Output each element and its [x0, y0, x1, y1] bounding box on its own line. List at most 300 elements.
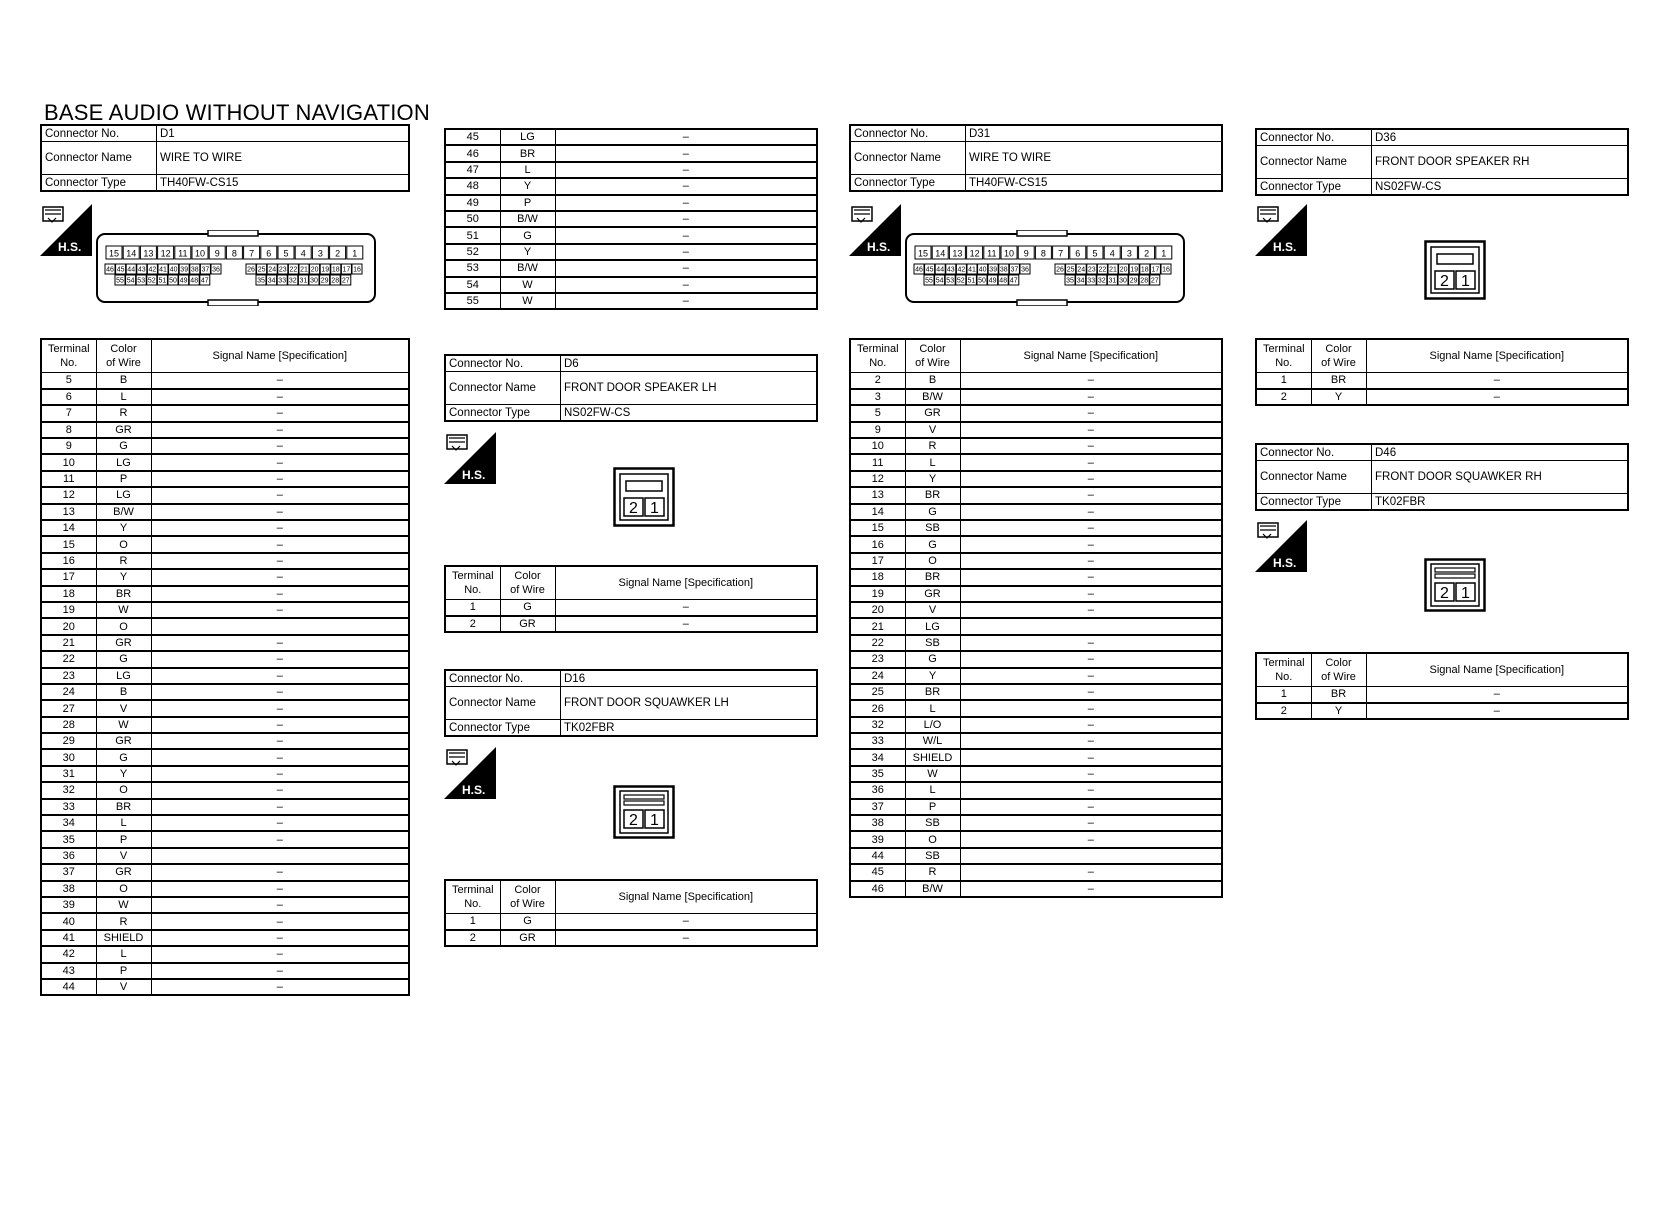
signal-name-cell: – — [151, 520, 409, 536]
wire-color-cell: R — [905, 864, 960, 880]
wire-color-cell: O — [96, 881, 151, 897]
terminal-no-cell: 44 — [41, 979, 96, 995]
connector-info-d16 — [444, 669, 818, 737]
cavity-label: 1 — [1461, 273, 1470, 290]
table-row — [850, 553, 1222, 569]
pin-number: 26 — [1056, 266, 1064, 274]
signal-name-header: Signal Name [Specification] — [1366, 339, 1628, 373]
connector-no-label: Connector No. — [41, 125, 157, 142]
terminal-no-cell: 13 — [41, 504, 96, 520]
terminal-no-cell: 30 — [41, 749, 96, 765]
connector-type-value: TK02FBR — [1372, 494, 1629, 511]
signal-name-cell: – — [151, 536, 409, 552]
table-row — [850, 700, 1222, 716]
signal-name-cell: – — [960, 831, 1222, 847]
wire-color-cell: LG — [96, 668, 151, 684]
wire-color-cell: BR — [96, 799, 151, 815]
pin-number: 13 — [952, 248, 963, 259]
table-row — [41, 373, 409, 389]
signal-name-cell: – — [151, 799, 409, 815]
table-row — [41, 454, 409, 470]
wire-color-cell: BR — [1311, 687, 1366, 703]
table-row — [445, 930, 817, 946]
terminal-no-cell: 24 — [850, 668, 905, 684]
signal-name-cell — [151, 618, 409, 634]
terminal-no-cell: 31 — [41, 766, 96, 782]
connector-type-label: Connector Type — [445, 720, 561, 737]
wire-color-header: Color of Wire — [500, 880, 555, 914]
signal-name-cell: – — [151, 864, 409, 880]
table-row — [850, 438, 1222, 454]
wire-color-cell: P — [905, 799, 960, 815]
pin-number: 43 — [946, 266, 955, 274]
pin-number: 13 — [143, 248, 154, 259]
terminal-no-cell: 32 — [41, 782, 96, 798]
table-row — [41, 815, 409, 831]
table-row — [850, 422, 1222, 438]
terminal-no-cell: 10 — [41, 454, 96, 470]
pin-number: 18 — [1140, 266, 1149, 274]
table-row — [1256, 703, 1628, 719]
connector-no-label: Connector No. — [1256, 444, 1372, 461]
pin-number: 4 — [1109, 248, 1115, 259]
signal-name-cell: – — [960, 602, 1222, 618]
table-row — [41, 569, 409, 585]
wire-color-cell: R — [96, 405, 151, 421]
harness-side-icon — [444, 747, 496, 799]
signal-name-cell: – — [1366, 389, 1628, 405]
signal-name-cell: – — [151, 782, 409, 798]
connector-name-value: FRONT DOOR SQUAWKER LH — [561, 687, 818, 720]
wire-color-cell: LG — [500, 129, 555, 145]
pin-number: 30 — [1119, 277, 1127, 285]
terminal-no-cell: 43 — [41, 963, 96, 979]
table-row — [41, 749, 409, 765]
wire-color-cell: SB — [905, 848, 960, 864]
wire-color-cell: W — [96, 897, 151, 913]
cavity-label: 1 — [1461, 585, 1470, 602]
connector-name-label: Connector Name — [1256, 461, 1372, 494]
terminal-no-cell: 5 — [850, 405, 905, 421]
pin-number: 3 — [1126, 248, 1132, 259]
pin-number: 50 — [169, 277, 177, 285]
connector-name-label: Connector Name — [445, 687, 561, 720]
wire-color-cell: B/W — [500, 260, 555, 276]
signal-name-cell: – — [960, 881, 1222, 897]
wire-color-cell: B — [96, 373, 151, 389]
pin-number: 33 — [278, 277, 287, 285]
signal-name-cell: – — [151, 766, 409, 782]
wire-color-cell: O — [905, 553, 960, 569]
terminal-no-cell: 21 — [850, 618, 905, 634]
table-row — [41, 930, 409, 946]
pin-number: 2 — [1144, 248, 1150, 259]
terminal-no-cell: 9 — [850, 422, 905, 438]
pin-number: 9 — [1023, 248, 1029, 259]
pin-number: 27 — [1150, 277, 1159, 285]
wire-color-cell: B/W — [96, 504, 151, 520]
table-row — [41, 651, 409, 667]
wire-color-cell: B/W — [905, 881, 960, 897]
table-row — [850, 635, 1222, 651]
table-row — [41, 536, 409, 552]
wire-color-cell: R — [96, 553, 151, 569]
terminal-no-cell: 36 — [850, 782, 905, 798]
pin-number: 45 — [116, 266, 125, 274]
table-row — [850, 766, 1222, 782]
signal-name-cell: – — [151, 651, 409, 667]
wire-color-cell: GR — [96, 864, 151, 880]
connector-face-d46 — [1424, 558, 1486, 612]
table-row — [850, 618, 1222, 634]
wire-color-cell: LG — [905, 618, 960, 634]
wire-color-cell: BR — [905, 569, 960, 585]
wire-color-cell: O — [96, 782, 151, 798]
table-row — [41, 963, 409, 979]
wire-color-cell: V — [905, 602, 960, 618]
signal-name-cell: – — [960, 454, 1222, 470]
signal-name-cell: – — [960, 799, 1222, 815]
pin-number: 22 — [289, 266, 298, 274]
wire-color-cell: B — [905, 373, 960, 389]
pin-number: 55 — [116, 277, 124, 285]
pin-number: 23 — [278, 266, 287, 274]
wire-color-cell: R — [905, 438, 960, 454]
pin-number: 25 — [257, 266, 266, 274]
terminal-no-header: Terminal No. — [445, 880, 500, 914]
connector-face-d6 — [613, 467, 675, 527]
wire-color-cell: Y — [500, 178, 555, 194]
table-row — [41, 766, 409, 782]
signal-name-cell: – — [151, 569, 409, 585]
table-row — [41, 913, 409, 929]
pin-number: 34 — [267, 277, 276, 285]
table-row — [850, 454, 1222, 470]
pin-number: 32 — [288, 277, 297, 285]
terminal-no-cell: 13 — [850, 487, 905, 503]
pin-number: 7 — [1058, 248, 1064, 259]
terminal-no-cell: 24 — [41, 684, 96, 700]
harness-side-icon — [444, 432, 496, 484]
pin-number: 42 — [957, 266, 966, 274]
connector-name-label: Connector Name — [445, 372, 561, 405]
terminal-no-cell: 33 — [850, 733, 905, 749]
signal-name-cell: – — [960, 766, 1222, 782]
terminal-no-cell: 39 — [850, 831, 905, 847]
wire-color-cell: W — [96, 717, 151, 733]
signal-name-cell: – — [960, 635, 1222, 651]
connector-name-label: Connector Name — [850, 142, 966, 175]
pin-number: 47 — [1009, 277, 1018, 285]
signal-name-cell: – — [960, 651, 1222, 667]
table-row — [850, 651, 1222, 667]
cavity-label: 2 — [1440, 585, 1449, 602]
table-row — [445, 600, 817, 616]
table-row — [41, 700, 409, 716]
pin-number: 17 — [1151, 266, 1160, 274]
table-row — [850, 684, 1222, 700]
connector-name-value: FRONT DOOR SQUAWKER RH — [1372, 461, 1629, 494]
signal-name-cell: – — [960, 668, 1222, 684]
table-row — [41, 504, 409, 520]
signal-name-cell: – — [960, 717, 1222, 733]
signal-name-cell: – — [555, 145, 817, 161]
connector-info-d31 — [849, 124, 1223, 192]
signal-name-cell: – — [555, 211, 817, 227]
terminal-no-cell: 12 — [41, 487, 96, 503]
table-row — [850, 405, 1222, 421]
pin-number: 6 — [1075, 248, 1081, 259]
signal-name-cell: – — [960, 815, 1222, 831]
wire-color-cell: V — [96, 700, 151, 716]
terminal-no-cell: 35 — [41, 831, 96, 847]
signal-name-cell: – — [555, 616, 817, 632]
signal-name-cell: – — [960, 733, 1222, 749]
terminal-no-header: Terminal No. — [41, 339, 96, 373]
terminal-table-d1-part2 — [444, 128, 818, 310]
connector-no-value: D1 — [157, 125, 410, 142]
wire-color-cell: O — [905, 831, 960, 847]
terminal-table-d46 — [1255, 652, 1629, 720]
pin-number: 50 — [978, 277, 986, 285]
table-row — [41, 979, 409, 995]
table-row — [445, 277, 817, 293]
signal-name-cell: – — [151, 635, 409, 651]
terminal-no-cell: 15 — [41, 536, 96, 552]
signal-name-cell: – — [960, 471, 1222, 487]
pin-number: 49 — [179, 277, 188, 285]
pin-number: 36 — [212, 266, 220, 274]
wire-color-cell: Y — [905, 668, 960, 684]
terminal-no-cell: 23 — [41, 668, 96, 684]
signal-name-cell: – — [555, 600, 817, 616]
terminal-no-cell: 22 — [41, 651, 96, 667]
terminal-no-cell: 45 — [445, 129, 500, 145]
wire-color-cell: L — [905, 700, 960, 716]
table-row — [445, 145, 817, 161]
terminal-no-cell: 22 — [850, 635, 905, 651]
wire-color-cell: Y — [905, 471, 960, 487]
pin-number: 51 — [967, 277, 976, 285]
signal-name-cell: – — [151, 881, 409, 897]
signal-name-cell: – — [555, 162, 817, 178]
signal-name-cell: – — [960, 389, 1222, 405]
table-row — [445, 293, 817, 309]
table-row — [850, 586, 1222, 602]
connector-name-value: FRONT DOOR SPEAKER RH — [1372, 146, 1629, 179]
hs-label: H.S. — [1273, 240, 1297, 254]
pin-number: 46 — [106, 266, 114, 274]
signal-name-cell: – — [151, 733, 409, 749]
wire-color-cell: B — [96, 684, 151, 700]
signal-name-cell: – — [555, 244, 817, 260]
pin-number: 21 — [300, 266, 308, 274]
signal-name-cell: – — [960, 569, 1222, 585]
terminal-no-cell: 47 — [445, 162, 500, 178]
table-row — [850, 815, 1222, 831]
terminal-no-cell: 34 — [41, 815, 96, 831]
terminal-no-header: Terminal No. — [850, 339, 905, 373]
table-row — [41, 881, 409, 897]
terminal-no-cell: 1 — [1256, 687, 1311, 703]
terminal-no-cell: 46 — [850, 881, 905, 897]
connector-type-value: TH40FW-CS15 — [157, 175, 410, 192]
wire-color-cell: V — [96, 848, 151, 864]
terminal-no-cell: 37 — [850, 799, 905, 815]
signal-name-cell: – — [151, 389, 409, 405]
terminal-no-cell: 2 — [445, 930, 500, 946]
terminal-no-cell: 17 — [41, 569, 96, 585]
signal-name-cell: – — [960, 536, 1222, 552]
signal-name-cell: – — [1366, 373, 1628, 389]
signal-name-cell: – — [151, 897, 409, 913]
table-row — [445, 211, 817, 227]
pin-number: 29 — [320, 277, 329, 285]
wire-color-cell: GR — [96, 733, 151, 749]
wire-color-cell: LG — [96, 487, 151, 503]
terminal-no-cell: 23 — [850, 651, 905, 667]
wire-color-cell: L — [96, 946, 151, 962]
terminal-no-cell: 18 — [41, 586, 96, 602]
pin-number: 14 — [126, 248, 137, 259]
cavity-label: 2 — [629, 812, 638, 829]
cavity-label: 1 — [650, 500, 659, 517]
wire-color-cell: V — [96, 979, 151, 995]
pin-number: 15 — [108, 248, 120, 259]
table-row — [41, 897, 409, 913]
pin-number: 19 — [1130, 266, 1139, 274]
terminal-no-cell: 19 — [41, 602, 96, 618]
signal-name-cell: – — [151, 979, 409, 995]
connector-name-value: WIRE TO WIRE — [966, 142, 1223, 175]
terminal-no-cell: 55 — [445, 293, 500, 309]
page-title: BASE AUDIO WITHOUT NAVIGATION — [44, 100, 430, 125]
signal-name-cell: – — [151, 700, 409, 716]
pin-number: 38 — [190, 266, 199, 274]
pin-number: 23 — [1087, 266, 1096, 274]
wire-color-cell: P — [500, 195, 555, 211]
signal-name-header: Signal Name [Specification] — [555, 880, 817, 914]
table-row — [41, 438, 409, 454]
table-row — [445, 195, 817, 211]
wire-color-cell: BR — [500, 145, 555, 161]
pin-number: 31 — [299, 277, 308, 285]
hs-label: H.S. — [462, 468, 486, 482]
terminal-no-cell: 42 — [41, 946, 96, 962]
table-row — [850, 602, 1222, 618]
terminal-no-cell: 8 — [41, 422, 96, 438]
signal-name-cell: – — [960, 520, 1222, 536]
signal-name-cell: – — [555, 260, 817, 276]
pin-number: 12 — [160, 248, 171, 259]
terminal-no-cell: 17 — [850, 553, 905, 569]
terminal-no-cell: 27 — [41, 700, 96, 716]
terminal-table-d1-part1 — [40, 338, 410, 996]
pin-number: 28 — [1140, 277, 1149, 285]
signal-name-cell: – — [151, 930, 409, 946]
terminal-no-cell: 40 — [41, 913, 96, 929]
connector-type-label: Connector Type — [1256, 494, 1372, 511]
signal-name-cell: – — [151, 717, 409, 733]
pin-number: 53 — [137, 277, 146, 285]
wire-color-cell: SB — [905, 815, 960, 831]
table-row — [445, 162, 817, 178]
table-row — [41, 684, 409, 700]
pin-number: 22 — [1098, 266, 1107, 274]
terminal-no-cell: 14 — [850, 504, 905, 520]
pin-number: 10 — [194, 248, 206, 259]
cavity-label: 1 — [650, 812, 659, 829]
table-row — [850, 504, 1222, 520]
pin-number: 46 — [915, 266, 923, 274]
terminal-no-cell: 25 — [850, 684, 905, 700]
signal-name-header: Signal Name [Specification] — [1366, 653, 1628, 687]
connector-name-value: FRONT DOOR SPEAKER LH — [561, 372, 818, 405]
terminal-no-cell: 11 — [41, 471, 96, 487]
terminal-no-cell: 32 — [850, 717, 905, 733]
pin-number: 37 — [1010, 266, 1019, 274]
table-row — [850, 668, 1222, 684]
terminal-table-d36 — [1255, 338, 1629, 406]
wire-color-cell: SHIELD — [905, 749, 960, 765]
wire-color-cell: O — [96, 618, 151, 634]
wire-color-cell: SB — [905, 520, 960, 536]
wire-color-cell: W — [96, 602, 151, 618]
wire-color-cell: W/L — [905, 733, 960, 749]
signal-name-cell: – — [1366, 687, 1628, 703]
signal-name-cell: – — [151, 668, 409, 684]
pin-number: 40 — [978, 266, 987, 274]
signal-name-cell: – — [151, 373, 409, 389]
wire-color-header: Color of Wire — [905, 339, 960, 373]
wire-color-cell: G — [905, 536, 960, 552]
table-row — [41, 553, 409, 569]
wire-color-cell: G — [905, 504, 960, 520]
terminal-no-cell: 41 — [41, 930, 96, 946]
pin-number: 31 — [1108, 277, 1117, 285]
terminal-no-cell: 10 — [850, 438, 905, 454]
signal-name-cell: – — [151, 684, 409, 700]
table-row — [850, 749, 1222, 765]
wire-color-cell: O — [96, 536, 151, 552]
wire-color-cell: SHIELD — [96, 930, 151, 946]
connector-type-label: Connector Type — [850, 175, 966, 192]
signal-name-cell: – — [151, 471, 409, 487]
connector-type-label: Connector Type — [1256, 179, 1372, 196]
pin-number: 55 — [925, 277, 933, 285]
table-row — [850, 717, 1222, 733]
table-row — [41, 831, 409, 847]
pin-number: 9 — [214, 248, 220, 259]
table-row — [41, 520, 409, 536]
wire-color-cell: L/O — [905, 717, 960, 733]
signal-name-header: Signal Name [Specification] — [960, 339, 1222, 373]
table-row — [445, 914, 817, 930]
signal-name-cell: – — [960, 586, 1222, 602]
pin-number: 6 — [266, 248, 272, 259]
terminal-no-cell: 38 — [41, 881, 96, 897]
wire-color-cell: L — [96, 389, 151, 405]
wire-color-cell: GR — [905, 586, 960, 602]
harness-side-icon — [1255, 204, 1307, 256]
table-row — [850, 520, 1222, 536]
pin-number: 11 — [178, 248, 188, 259]
pin-number: 44 — [936, 266, 945, 274]
signal-name-cell — [960, 848, 1222, 864]
wire-color-cell: P — [96, 471, 151, 487]
signal-name-cell: – — [151, 438, 409, 454]
connector-no-value: D31 — [966, 125, 1223, 142]
